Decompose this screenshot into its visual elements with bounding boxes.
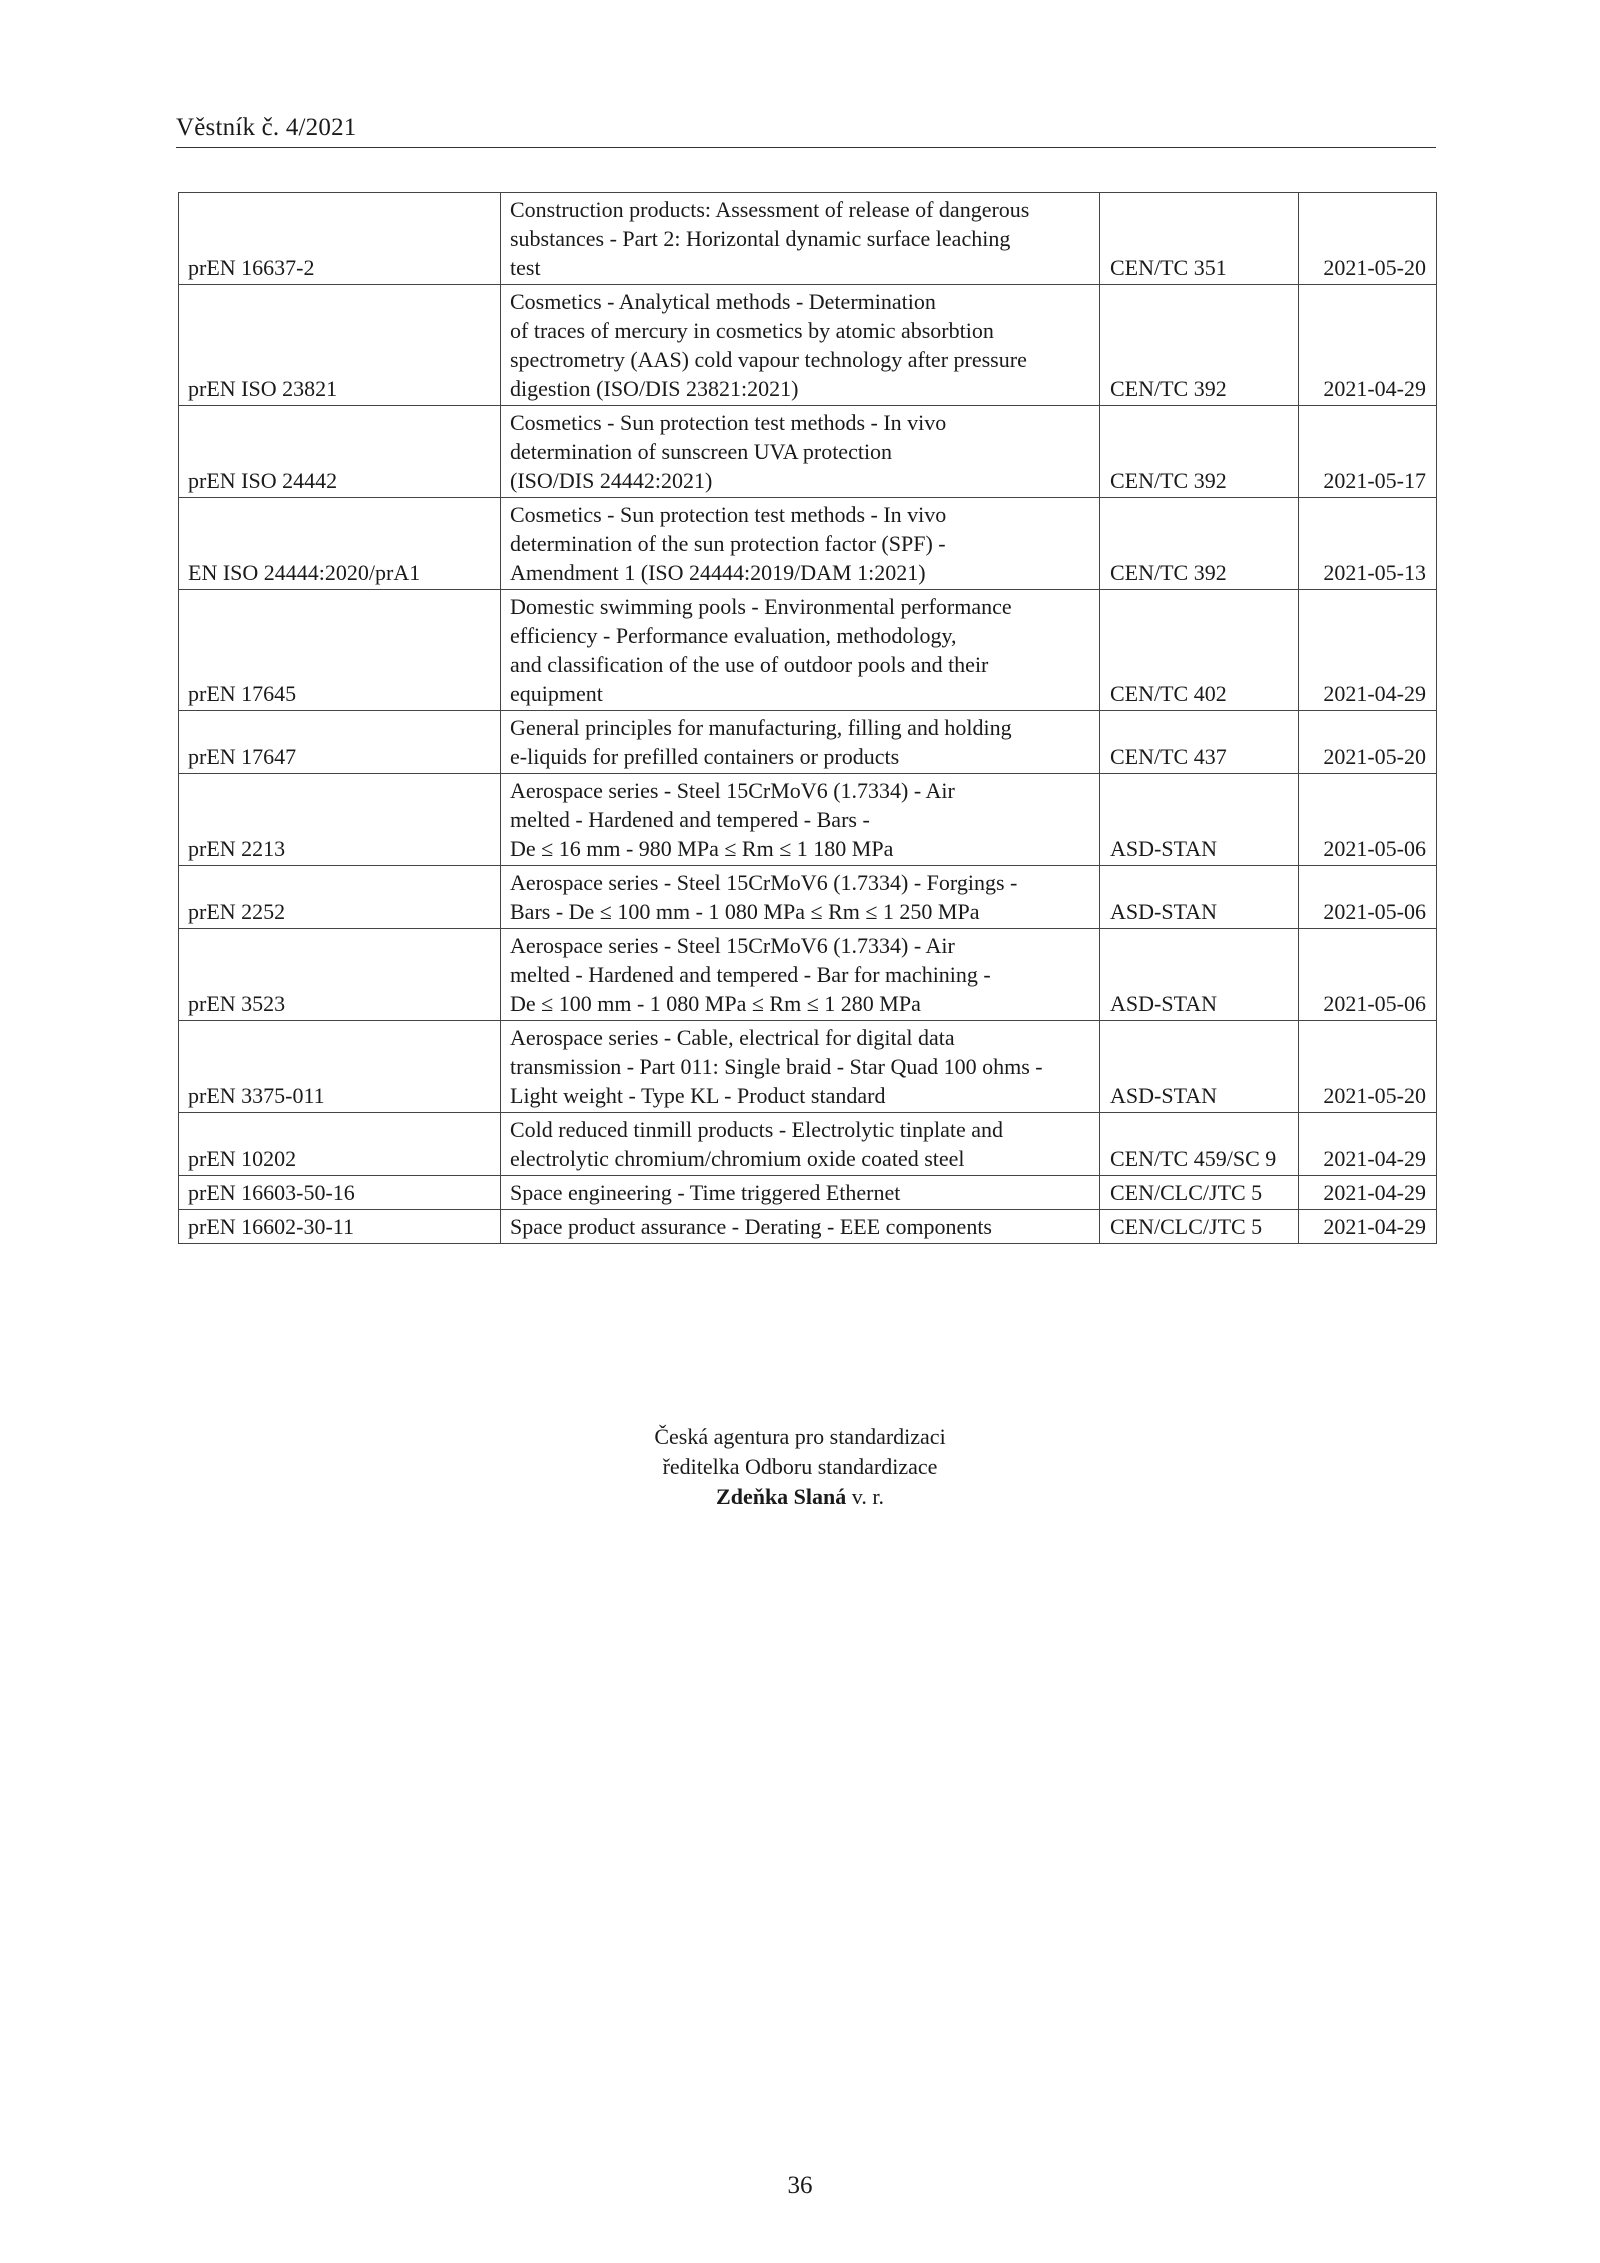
standard-title-line: test [510, 255, 541, 280]
standard-code: prEN 16637-2 [179, 193, 501, 285]
table-row [179, 1210, 1437, 1244]
table-row [179, 590, 1437, 711]
table-row [179, 711, 1437, 774]
standard-title [501, 774, 1100, 866]
standard-title [501, 1210, 1100, 1244]
deadline-date: 2021-04-29 [1299, 1113, 1437, 1176]
technical-committee: CEN/CLC/JTC 5 [1100, 1210, 1299, 1244]
standard-title-line: Cosmetics - Analytical methods - Determination [510, 289, 936, 314]
technical-committee: ASD-STAN [1100, 929, 1299, 1021]
standard-title-line: Cosmetics - Sun protection test methods - In vivo [510, 410, 947, 435]
signature-block [0, 1422, 1600, 1512]
standard-title-line: determination of the sun protection factor (SPF) - [510, 531, 946, 556]
journal-title: Věstník č. 4/2021 [176, 114, 357, 141]
standard-title-line: melted - Hardened and tempered - Bar for machining - [510, 962, 991, 987]
signature-organization: Česká agentura pro standardizaci [654, 1424, 946, 1449]
technical-committee: CEN/TC 437 [1100, 711, 1299, 774]
table-row [179, 498, 1437, 590]
standard-title-line: Aerospace series - Steel 15CrMoV6 (1.7334) - Air [510, 778, 955, 803]
deadline-date: 2021-04-29 [1299, 285, 1437, 406]
standard-code: prEN ISO 24442 [179, 406, 501, 498]
page-header [176, 110, 1436, 148]
deadline-date: 2021-05-13 [1299, 498, 1437, 590]
table-row [179, 285, 1437, 406]
technical-committee: CEN/TC 392 [1100, 498, 1299, 590]
standard-code: prEN 2213 [179, 774, 501, 866]
standard-code: prEN 2252 [179, 866, 501, 929]
standard-code: EN ISO 24444:2020/prA1 [179, 498, 501, 590]
deadline-date: 2021-04-29 [1299, 590, 1437, 711]
standard-title [501, 1176, 1100, 1210]
standard-title-line: equipment [510, 681, 603, 706]
deadline-date: 2021-05-17 [1299, 406, 1437, 498]
standard-code: prEN 10202 [179, 1113, 501, 1176]
standard-title-line: Amendment 1 (ISO 24444:2019/DAM 1:2021) [510, 560, 926, 585]
technical-committee: ASD-STAN [1100, 866, 1299, 929]
table-row [179, 1176, 1437, 1210]
deadline-date: 2021-04-29 [1299, 1176, 1437, 1210]
deadline-date: 2021-05-06 [1299, 929, 1437, 1021]
standard-code: prEN 17647 [179, 711, 501, 774]
deadline-date: 2021-05-20 [1299, 711, 1437, 774]
standard-title-line: Light weight - Type KL - Product standard [510, 1083, 886, 1108]
standard-title-line: General principles for manufacturing, filling and holding [510, 715, 1012, 740]
technical-committee: ASD-STAN [1100, 774, 1299, 866]
standard-title-line: determination of sunscreen UVA protection [510, 439, 893, 464]
standard-code: prEN 16602-30-11 [179, 1210, 501, 1244]
standards-table-body [179, 193, 1437, 1244]
standard-title [501, 929, 1100, 1021]
standard-title-line: Construction products: Assessment of release of dangerous [510, 197, 1030, 222]
standard-title-line: e-liquids for prefilled containers or products [510, 744, 900, 769]
standard-code: prEN 3523 [179, 929, 501, 1021]
deadline-date: 2021-05-06 [1299, 866, 1437, 929]
standard-title-line: Cold reduced tinmill products - Electrolytic tinplate and [510, 1117, 1004, 1142]
deadline-date: 2021-04-29 [1299, 1210, 1437, 1244]
standard-title-line: Domestic swimming pools - Environmental performance [510, 594, 1012, 619]
standard-title-line: of traces of mercury in cosmetics by atomic absorbtion [510, 318, 994, 343]
technical-committee: CEN/TC 459/SC 9 [1100, 1113, 1299, 1176]
table-row [179, 193, 1437, 285]
standards-table [178, 192, 1437, 1244]
page-number: 36 [787, 2172, 813, 2199]
standard-title-line: De ≤ 100 mm - 1 080 MPa ≤ Rm ≤ 1 280 MPa [510, 991, 921, 1016]
table-row [179, 929, 1437, 1021]
standard-title-line: electrolytic chromium/chromium oxide coated steel [510, 1146, 965, 1171]
signature-name: Zdeňka Slaná [716, 1484, 847, 1509]
table-row [179, 866, 1437, 929]
deadline-date: 2021-05-20 [1299, 193, 1437, 285]
table-row [179, 406, 1437, 498]
standard-title-line: Cosmetics - Sun protection test methods - In vivo [510, 502, 947, 527]
standard-code: prEN ISO 23821 [179, 285, 501, 406]
standard-title [501, 866, 1100, 929]
table-row [179, 1113, 1437, 1176]
standard-code: prEN 16603-50-16 [179, 1176, 501, 1210]
standard-title [501, 1113, 1100, 1176]
technical-committee: CEN/CLC/JTC 5 [1100, 1176, 1299, 1210]
standard-title-line: transmission - Part 011: Single braid - Star Quad 100 ohms - [510, 1054, 1043, 1079]
standard-title-line: melted - Hardened and tempered - Bars - [510, 807, 870, 832]
standard-title [501, 711, 1100, 774]
technical-committee: CEN/TC 351 [1100, 193, 1299, 285]
standard-title [501, 193, 1100, 285]
technical-committee: CEN/TC 392 [1100, 406, 1299, 498]
standard-code: prEN 3375-011 [179, 1021, 501, 1113]
standard-title-line: spectrometry (AAS) cold vapour technology after pressure [510, 347, 1027, 372]
standard-title-line: efficiency - Performance evaluation, methodology, [510, 623, 957, 648]
standard-code: prEN 17645 [179, 590, 501, 711]
standard-title [501, 590, 1100, 711]
standard-title-line: and classification of the use of outdoor pools and their [510, 652, 989, 677]
signature-name-line [0, 1482, 1600, 1512]
technical-committee: CEN/TC 402 [1100, 590, 1299, 711]
standard-title-line: Space product assurance - Derating - EEE components [510, 1214, 992, 1239]
table-row [179, 774, 1437, 866]
standard-title-line: Space engineering - Time triggered Ethernet [510, 1180, 901, 1205]
technical-committee: ASD-STAN [1100, 1021, 1299, 1113]
standard-title [501, 406, 1100, 498]
standard-title-line: Bars - De ≤ 100 mm - 1 080 MPa ≤ Rm ≤ 1 250 MPa [510, 899, 980, 924]
signature-position: ředitelka Odboru standardizace [662, 1454, 938, 1479]
standard-title-line: De ≤ 16 mm - 980 MPa ≤ Rm ≤ 1 180 MPa [510, 836, 894, 861]
standard-title [501, 285, 1100, 406]
table-row [179, 1021, 1437, 1113]
standard-title [501, 1021, 1100, 1113]
deadline-date: 2021-05-06 [1299, 774, 1437, 866]
standard-title-line: (ISO/DIS 24442:2021) [510, 468, 713, 493]
deadline-date: 2021-05-20 [1299, 1021, 1437, 1113]
technical-committee: CEN/TC 392 [1100, 285, 1299, 406]
standard-title-line: Aerospace series - Cable, electrical for digital data [510, 1025, 955, 1050]
standard-title-line: digestion (ISO/DIS 23821:2021) [510, 376, 799, 401]
standard-title-line: substances - Part 2: Horizontal dynamic surface leaching [510, 226, 1011, 251]
standard-title [501, 498, 1100, 590]
standard-title-line: Aerospace series - Steel 15CrMoV6 (1.7334) - Air [510, 933, 955, 958]
signature-suffix: v. r. [846, 1484, 884, 1509]
standard-title-line: Aerospace series - Steel 15CrMoV6 (1.7334) - Forgings - [510, 870, 1018, 895]
